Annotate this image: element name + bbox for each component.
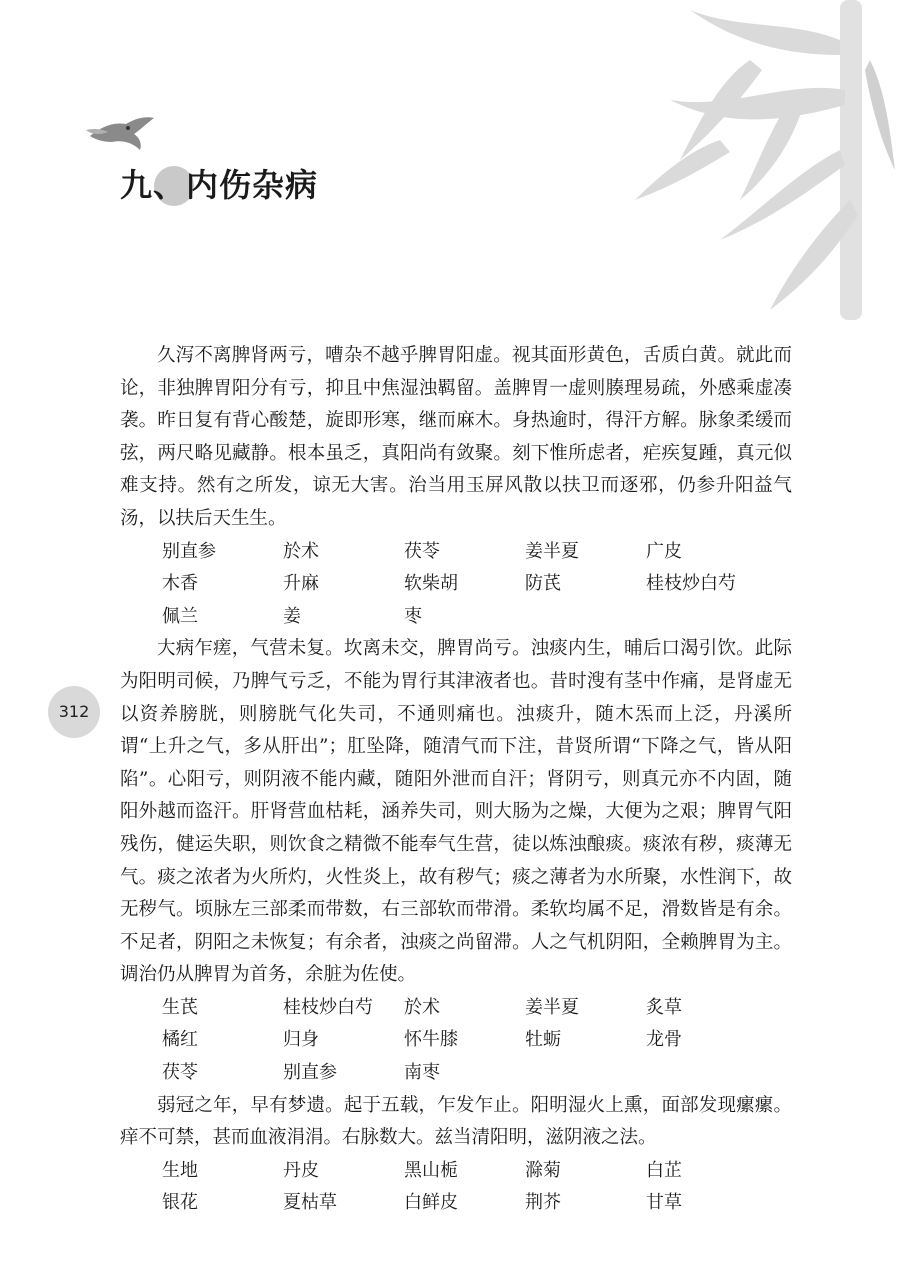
chapter-heading [120, 160, 318, 210]
page-number: 312 [58, 702, 90, 721]
herb-item: 木香 [162, 573, 198, 595]
case-paragraph: 弱冠之年，早有梦遗。起于五载，乍发乍止。阳明湿火上熏，面部发现瘰瘰。痒不可禁，甚而血液涓涓。右脉数大。兹当清阳明，滋阴液之法。 [120, 1094, 792, 1149]
herb-item: 怀牛膝 [404, 1029, 458, 1051]
herb-item: 归身 [283, 1029, 319, 1051]
herb-item: 枣 [404, 605, 422, 627]
herb-item: 生地 [162, 1159, 198, 1181]
herb-item: 甘草 [646, 1192, 682, 1214]
herb-list [120, 992, 792, 1090]
herb-item: 别直参 [283, 1062, 337, 1084]
herb-item: 夏枯草 [283, 1192, 337, 1214]
herb-item: 南枣 [404, 1062, 440, 1084]
herb-item: 生芪 [162, 996, 198, 1018]
herb-item: 姜 [283, 605, 301, 627]
herb-item: 防芪 [525, 573, 561, 595]
herb-item: 牡蛎 [525, 1029, 561, 1051]
herb-item: 滁菊 [525, 1159, 561, 1181]
herb-item: 橘红 [162, 1029, 198, 1051]
herb-item: 黑山栀 [404, 1159, 458, 1181]
herb-item: 於术 [283, 540, 319, 562]
herb-item: 软柴胡 [404, 573, 458, 595]
herb-item: 姜半夏 [525, 996, 579, 1018]
bird-illustration [84, 108, 156, 154]
herb-item: 升麻 [283, 573, 319, 595]
herb-item: 银花 [162, 1192, 198, 1214]
herb-item: 於术 [404, 996, 440, 1018]
herb-item: 白芷 [646, 1159, 682, 1181]
chapter-title: 九、内伤杂病 [120, 166, 319, 204]
herb-list [120, 536, 792, 634]
herb-item: 丹皮 [283, 1159, 319, 1181]
herb-item: 姜半夏 [525, 540, 579, 562]
herb-item: 炙草 [646, 996, 682, 1018]
herb-item: 桂枝炒白芍 [646, 573, 736, 595]
herb-item: 佩兰 [162, 605, 198, 627]
bamboo-ink-illustration [540, 0, 900, 320]
case-paragraph: 久泻不离脾肾两亏，嘈杂不越乎脾胃阳虚。视其面形黄色，舌质白黄。就此而论，非独脾胃阳分有亏，抑且中焦湿浊羁留。盖脾胃一虚则腠理易疏，外感乘虚凑袭。昨日复有背心酸楚，旋即形寒，继而麻木。身热逾时，得汗方解。脉象柔缓而弦，两尺略见藏静。根本虽乏，真阳尚有敛聚。刻下惟所虑者，疟疾复踵，真元似难支持。然有之所发，谅无大害。治当用玉屏风散以扶卫而逐邪，仍参升阳益气汤，以扶后天生生。 [120, 345, 792, 529]
herb-item: 桂枝炒白芍 [283, 996, 373, 1018]
herb-item: 荆芥 [525, 1192, 561, 1214]
herb-item: 广皮 [646, 540, 682, 562]
main-text [120, 340, 792, 1220]
herb-item: 白鲜皮 [404, 1192, 458, 1214]
herb-item: 茯苓 [162, 1062, 198, 1084]
case-paragraph: 大病乍瘥，气营未复。坎离未交，脾胃尚亏。浊痰内生，晡后口渴引饮。此际为阳明司候，乃脾气亏乏，不能为胃行其津液者也。昔时溲有茎中作痛，是肾虚无以资养膀胱，则膀胱气化失司，不通则痛也。浊痰升，随木炁而上泛，丹溪所谓“上升之气，多从肝出”；肛坠降，随清气而下注，昔贤所谓“下降之气，皆从阳陷”。心阳亏，则阴液不能内藏，随阳外泄而自汗；肾阴亏，则真元亦不内固，随阳外越而盗汗。肝肾营血枯耗，涵养失司，则大肠为之燥，大便为之艰；脾胃气阳残伤，健运失职，则饮食之精微不能奉气生营，徒以炼浊酿痰。痰浓有秽，痰薄无气。痰之浓者为火所灼，火性炎上，故有秽气；痰之薄者为水所聚，水性润下，故无秽气。顷脉左三部柔而带数，右三部软而带滑。柔软均属不足，滑数皆是有余。不足者，阴阳之未恢复；有余者，浊痰之尚留滞。人之气机阴阳，全赖脾胃为主。调治仍从脾胃为首务，余脏为佐使。 [120, 638, 792, 986]
herb-item: 龙骨 [646, 1029, 682, 1051]
herb-list [120, 1155, 792, 1220]
herb-item: 茯苓 [404, 540, 440, 562]
herb-item: 别直参 [162, 540, 216, 562]
